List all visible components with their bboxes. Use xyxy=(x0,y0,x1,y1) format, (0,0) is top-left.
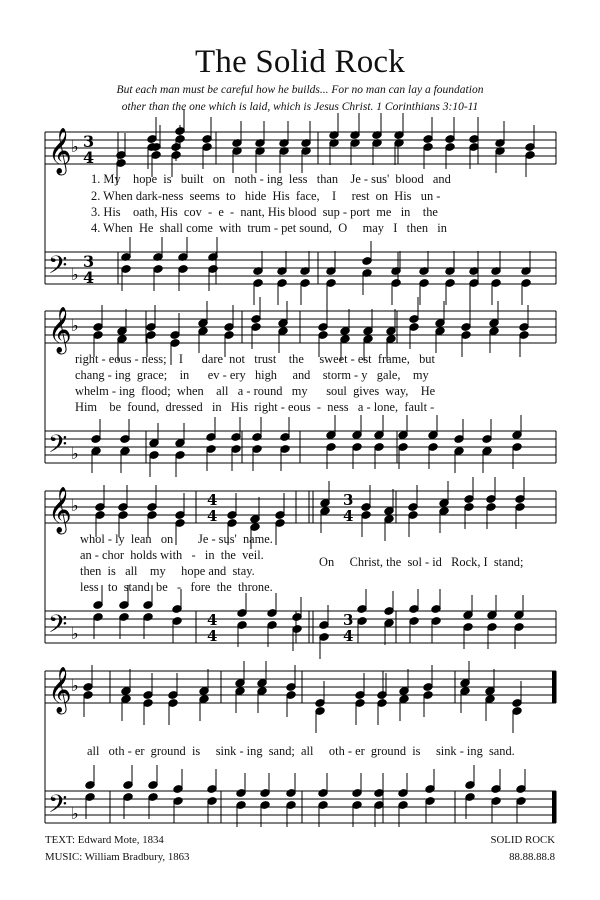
epigraph-line-1: But each man must be careful how he builds... For no man can lay a foundation xyxy=(116,84,484,96)
time-sig-top: 4 xyxy=(207,491,218,509)
treble-clef-icon: 𝄞 xyxy=(48,128,72,174)
lyric-verse-1-line-2: right - eous - ness; I dare not trust the sweet - est frame, but xyxy=(75,352,435,366)
lyric-verse-2-line-2: chang - ing grace; in ev - ery high and storm - y gale, my xyxy=(75,368,429,382)
treble-clef-icon: 𝄞 xyxy=(48,667,72,713)
flat-icon: ♭ xyxy=(71,496,79,515)
lyric-refrain-2: all oth - er ground is sink - ing sand; all oth - er ground is sink - ing sand. xyxy=(87,744,515,758)
time-sig-top: 3 xyxy=(83,252,95,271)
lyric-verse-2-line-1: 2. When dark-ness seems to hide His face, I rest on His un - xyxy=(91,189,441,203)
text-credit: TEXT: Edward Mote, 1834 xyxy=(45,834,164,846)
epigraph-line-2: other than the one which is laid, which is Jesus Christ. 1 Corinthians 3:10-11 xyxy=(121,101,479,113)
lyric-verse-1-line-3: whol - ly lean on Je - sus' name. xyxy=(80,532,273,546)
flat-icon: ♭ xyxy=(71,444,79,463)
final-barline xyxy=(552,791,556,823)
time-sig-bottom: 4 xyxy=(343,627,354,645)
time-sig-bottom: 4 xyxy=(83,148,95,167)
final-barline xyxy=(552,671,556,703)
lyric-verse-3-line-3: then is all my hope and stay. xyxy=(80,564,255,578)
time-sig-top: 4 xyxy=(207,611,218,629)
lyric-verse-2-line-3: an - chor holds with - in the veil. xyxy=(80,548,264,562)
lyric-refrain-1: On Christ, the sol - id Rock, I stand; xyxy=(319,555,524,569)
time-sig-bottom: 4 xyxy=(207,507,218,525)
bass-clef-icon: 𝄢 xyxy=(48,251,68,286)
time-sig-bottom: 4 xyxy=(343,507,354,525)
meter: 88.88.88.8 xyxy=(509,851,555,863)
lyric-verse-3-line-1: 3. His oath, His cov - e - nant, His blood sup - port me in the xyxy=(91,205,438,219)
bass-clef-icon: 𝄢 xyxy=(48,610,68,645)
flat-icon: ♭ xyxy=(71,624,79,643)
treble-clef-icon: 𝄞 xyxy=(48,307,72,353)
flat-icon: ♭ xyxy=(71,676,79,695)
time-sig-top: 3 xyxy=(83,132,95,151)
time-sig-top: 3 xyxy=(343,491,354,509)
bass-clef-icon: 𝄢 xyxy=(48,430,68,465)
flat-icon: ♭ xyxy=(71,137,79,156)
hymn-title: The Solid Rock xyxy=(195,44,405,80)
lyric-verse-4-line-3: less to stand be - fore the throne. xyxy=(80,580,273,594)
bass-clef-icon: 𝄢 xyxy=(48,790,68,825)
time-sig-top: 3 xyxy=(343,611,354,629)
time-sig-bottom: 4 xyxy=(83,268,95,287)
lyric-verse-4-line-2: Him be found, dressed in His right - eous - ness a - lone, fault - xyxy=(75,400,435,414)
music-credit: MUSIC: William Bradbury, 1863 xyxy=(45,851,190,863)
flat-icon: ♭ xyxy=(71,265,79,284)
lyric-verse-3-line-2: whelm - ing flood; when all a - round my soul gives way, He xyxy=(75,384,436,398)
tune-name: SOLID ROCK xyxy=(490,834,555,846)
treble-clef-icon: 𝄞 xyxy=(48,487,72,533)
lyric-verse-4-line-1: 4. When He shall come with trum - pet sound, O may I then in xyxy=(91,221,447,235)
lyric-verse-1-line-1: 1. My hope is built on noth - ing less than Je - sus' blood and xyxy=(91,172,451,186)
time-sig-bottom: 4 xyxy=(207,627,218,645)
flat-icon: ♭ xyxy=(71,316,79,335)
flat-icon: ♭ xyxy=(71,804,79,823)
